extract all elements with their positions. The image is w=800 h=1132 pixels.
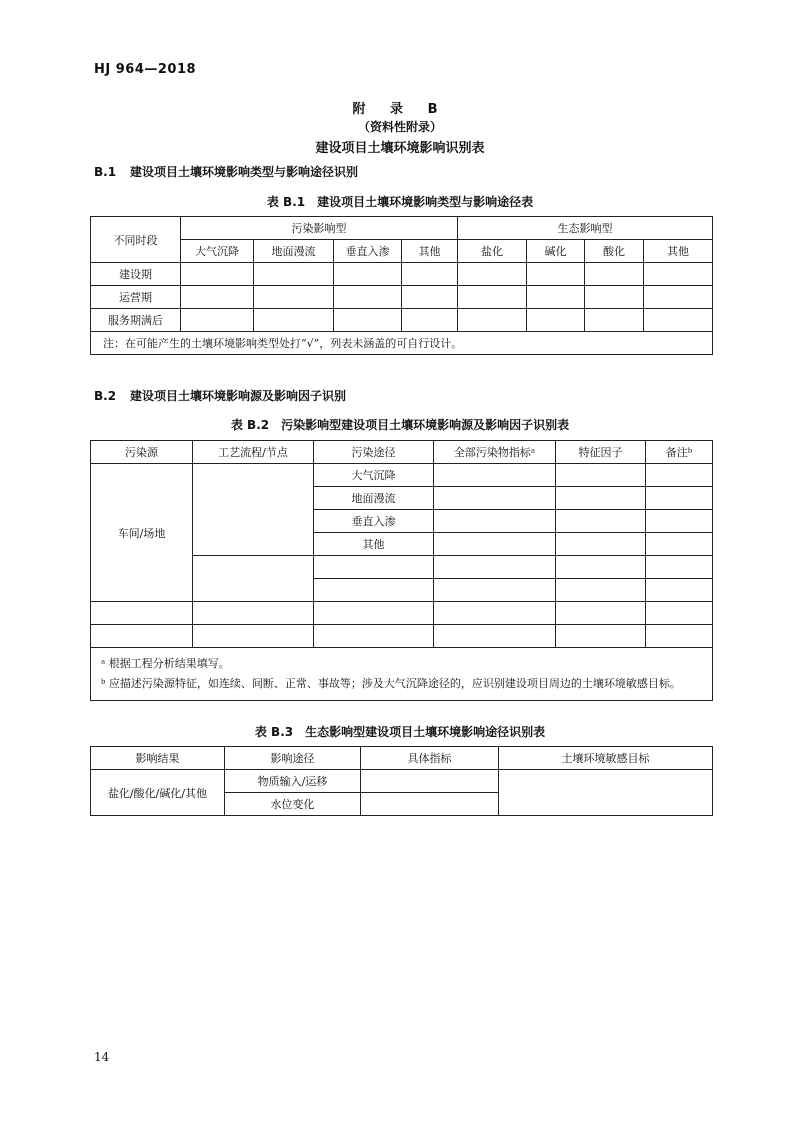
section-number: B.2 bbox=[94, 389, 117, 403]
path-cell: 其他 bbox=[314, 533, 434, 556]
appendix-title: 附 录 B bbox=[352, 102, 448, 117]
footnote-b: ᵇ 应描述污染源特征，如连续、间断、正常、事故等；涉及大气沉降途径的，应识别建设项目周边的土壤环境敏感目标。 bbox=[101, 677, 681, 690]
path-cell: 物质输入/运移 bbox=[225, 770, 361, 793]
table-b2-caption: 表 B.2 污染影响型建设项目土壤环境影响源及影响因子识别表 bbox=[230, 418, 570, 432]
table-row bbox=[91, 286, 713, 309]
table-b2 bbox=[90, 440, 713, 701]
section-number: B.1 bbox=[94, 165, 117, 179]
row-label: 服务期满后 bbox=[91, 309, 181, 332]
row-label: 建设期 bbox=[91, 263, 181, 286]
table-b2-footnotes bbox=[91, 648, 713, 701]
table-row bbox=[91, 602, 713, 625]
table-b1-caption: 表 B.1 建设项目土壤环境影响类型与影响途径表 bbox=[266, 195, 534, 209]
col-header: 其他 bbox=[402, 240, 458, 263]
col-header: 碱化 bbox=[527, 240, 585, 263]
path-cell: 地面漫流 bbox=[314, 487, 434, 510]
col-header: 酸化 bbox=[585, 240, 644, 263]
col-header: 其他 bbox=[644, 240, 713, 263]
result-cell: 盐化/酸化/碱化/其他 bbox=[91, 770, 225, 816]
col-header: 全部污染物指标ᵃ bbox=[434, 441, 556, 464]
path-cell: 大气沉降 bbox=[314, 464, 434, 487]
document-code: HJ 964—2018 bbox=[94, 62, 197, 77]
group-eco-header: 生态影响型 bbox=[458, 217, 713, 240]
section-b2-heading bbox=[94, 387, 346, 404]
col-header: 影响结果 bbox=[91, 747, 225, 770]
table-b3 bbox=[90, 746, 713, 816]
col-header: 大气沉降 bbox=[181, 240, 254, 263]
table-row bbox=[91, 309, 713, 332]
row-label: 运营期 bbox=[91, 286, 181, 309]
table-b1-note: 注：在可能产生的土壤环境影响类型处打“√”，列表未涵盖的可自行设计。 bbox=[91, 332, 713, 355]
page-number: 14 bbox=[94, 1050, 110, 1064]
col-header: 土壤环境敏感目标 bbox=[499, 747, 713, 770]
footnote-a: ᵃ 根据工程分析结果填写。 bbox=[101, 657, 230, 670]
appendix-subtitle: （资料性附录） bbox=[357, 120, 442, 134]
col-header: 工艺流程/节点 bbox=[193, 441, 314, 464]
source-cell: 车间/场地 bbox=[91, 464, 193, 602]
col-header: 备注ᵇ bbox=[646, 441, 713, 464]
col-header: 盐化 bbox=[458, 240, 527, 263]
table-row bbox=[91, 770, 713, 793]
col-header: 特征因子 bbox=[556, 441, 646, 464]
col-header: 垂直入渗 bbox=[334, 240, 402, 263]
table-row bbox=[91, 464, 713, 487]
section-b1-heading bbox=[94, 163, 358, 180]
col-header: 影响途径 bbox=[225, 747, 361, 770]
group-pollution-header: 污染影响型 bbox=[181, 217, 458, 240]
table-row bbox=[91, 263, 713, 286]
table-b1 bbox=[90, 216, 713, 355]
path-cell: 水位变化 bbox=[225, 793, 361, 816]
section-title: 建设项目土壤环境影响类型与影响途径识别 bbox=[130, 165, 359, 179]
col-header: 污染源 bbox=[91, 441, 193, 464]
col-period-header: 不同时段 bbox=[91, 217, 181, 263]
col-header: 污染途径 bbox=[314, 441, 434, 464]
appendix-heading: 建设项目土壤环境影响识别表 bbox=[315, 141, 485, 156]
col-header: 具体指标 bbox=[361, 747, 499, 770]
table-row bbox=[91, 625, 713, 648]
col-header: 地面漫流 bbox=[254, 240, 334, 263]
section-title: 建设项目土壤环境影响源及影响因子识别 bbox=[130, 389, 347, 403]
path-cell: 垂直入渗 bbox=[314, 510, 434, 533]
table-b3-caption: 表 B.3 生态影响型建设项目土壤环境影响途径识别表 bbox=[254, 725, 546, 739]
